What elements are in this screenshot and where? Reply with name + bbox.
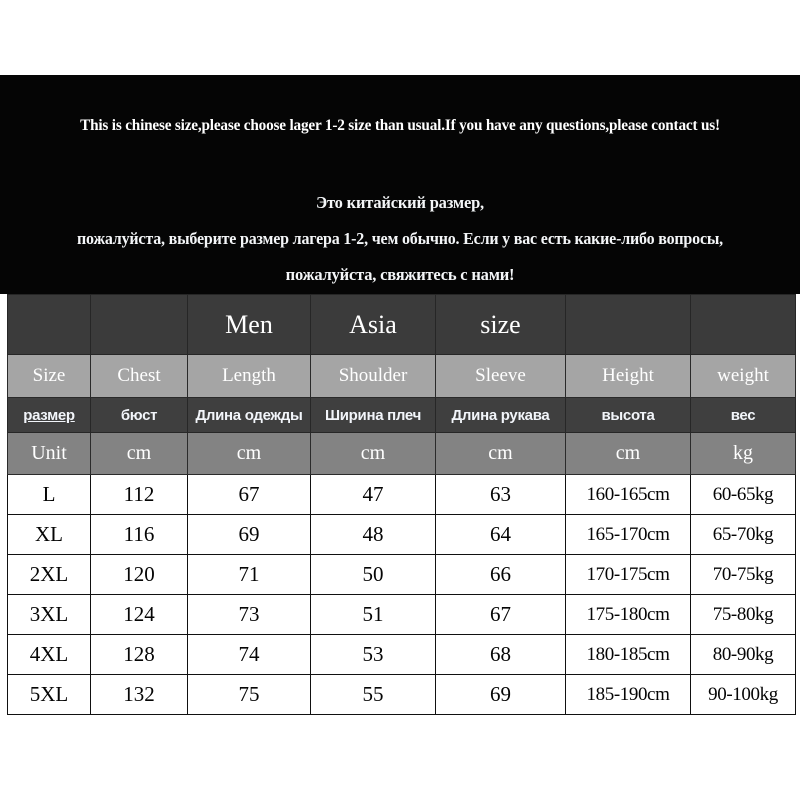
table-row [8,475,796,515]
cell-size: 2XL [8,555,91,595]
cell-length: 75 [188,675,311,715]
header-ru-shoulder: Ширина плеч [311,398,436,433]
cell-weight: 90-100kg [691,675,796,715]
cell-sleeve: 64 [436,515,566,555]
header-ru-chest: бюст [91,398,188,433]
header-ru-height: высота [566,398,691,433]
cell-chest: 112 [91,475,188,515]
header-en-weight: weight [691,355,796,398]
cell-height: 170-175cm [566,555,691,595]
cell-size: 3XL [8,595,91,635]
cell-length: 67 [188,475,311,515]
cell-height: 185-190cm [566,675,691,715]
table-title-row [8,295,796,355]
cell-shoulder: 51 [311,595,436,635]
table-row [8,595,796,635]
table-header-row-english [8,355,796,398]
cell-length: 71 [188,555,311,595]
table-row [8,555,796,595]
size-chart-table-body [8,295,796,715]
header-en-shoulder: Shoulder [311,355,436,398]
notice-russian-line-2: пожалуйста, выберите размер лагера 1-2, чем обычно. Если у вас есть какие-либо вопросы, [77,229,723,248]
header-ru-length: Длина одежды [188,398,311,433]
cell-size: L [8,475,91,515]
unit-label: Unit [8,433,91,475]
header-en-length: Length [188,355,311,398]
cell-height: 165-170cm [566,515,691,555]
cell-shoulder: 53 [311,635,436,675]
table-row [8,675,796,715]
cell-height: 160-165cm [566,475,691,515]
cell-weight: 60-65kg [691,475,796,515]
table-row [8,515,796,555]
table-unit-row [8,433,796,475]
header-en-sleeve: Sleeve [436,355,566,398]
cell-sleeve: 66 [436,555,566,595]
cell-weight: 80-90kg [691,635,796,675]
cell-sleeve: 63 [436,475,566,515]
cell-length: 69 [188,515,311,555]
title-cell-weight [691,295,796,355]
cell-chest: 124 [91,595,188,635]
cell-sleeve: 67 [436,595,566,635]
title-cell-chest [91,295,188,355]
notice-russian-line-1: Это китайский размер, [316,193,484,212]
cell-shoulder: 50 [311,555,436,595]
unit-height: cm [566,433,691,475]
cell-chest: 120 [91,555,188,595]
cell-sleeve: 69 [436,675,566,715]
notice-russian-line-3: пожалуйста, свяжитесь с нами! [285,265,515,284]
header-en-height: Height [566,355,691,398]
cell-chest: 128 [91,635,188,675]
cell-shoulder: 55 [311,675,436,715]
cell-shoulder: 48 [311,515,436,555]
title-cell-men: Men [188,295,311,355]
title-cell-size-word: size [436,295,566,355]
cell-weight: 75-80kg [691,595,796,635]
cell-weight: 70-75kg [691,555,796,595]
size-chart-table [7,294,796,715]
unit-chest: cm [91,433,188,475]
cell-shoulder: 47 [311,475,436,515]
header-ru-sleeve: Длина рукава [436,398,566,433]
title-cell-height [566,295,691,355]
table-row [8,635,796,675]
cell-size: XL [8,515,91,555]
unit-shoulder: cm [311,433,436,475]
cell-size: 5XL [8,675,91,715]
header-ru-weight: вес [691,398,796,433]
unit-sleeve: cm [436,433,566,475]
cell-weight: 65-70kg [691,515,796,555]
unit-weight: kg [691,433,796,475]
unit-length: cm [188,433,311,475]
title-cell-size [8,295,91,355]
header-ru-size-label: размер [23,406,75,424]
cell-height: 180-185cm [566,635,691,675]
notice-panel [0,75,800,294]
cell-chest: 132 [91,675,188,715]
table-header-row-russian [8,398,796,433]
title-cell-asia: Asia [311,295,436,355]
notice-english-text: This is chinese size,please choose lager 1-2 size than usual.If you have any questions,please contact us! [80,117,720,134]
header-en-chest: Chest [91,355,188,398]
cell-length: 74 [188,635,311,675]
header-ru-size [8,398,91,433]
cell-chest: 116 [91,515,188,555]
cell-sleeve: 68 [436,635,566,675]
cell-size: 4XL [8,635,91,675]
cell-height: 175-180cm [566,595,691,635]
header-en-size: Size [8,355,91,398]
cell-length: 73 [188,595,311,635]
